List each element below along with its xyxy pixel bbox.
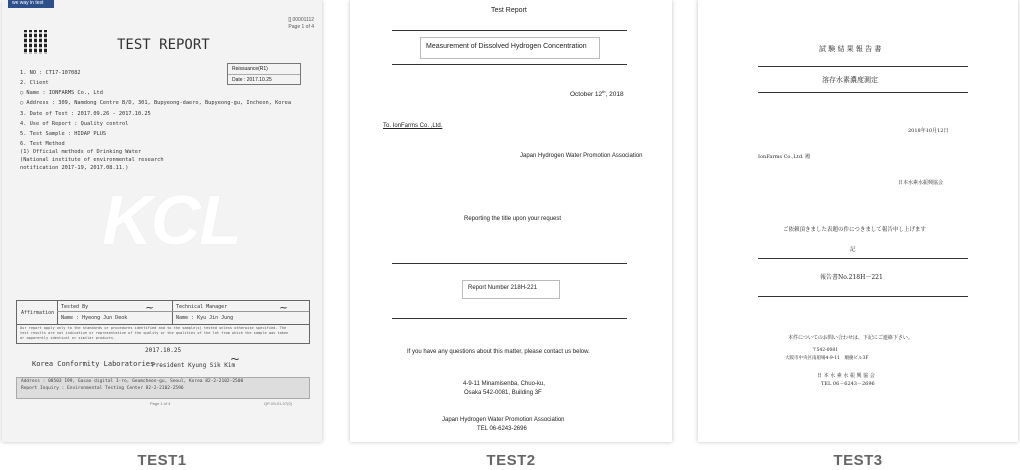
report-title: Measurement of Dissolved Hydrogen Concentration	[426, 43, 587, 50]
report-date: 2018年10月12日	[908, 128, 949, 134]
telephone: TEL 06－6243－2696	[821, 381, 875, 387]
association-name: 日本水素水振興協会	[898, 180, 944, 186]
report-line: (1) Official methods of Drinking Water	[20, 149, 142, 155]
report-heading: 試 験 結 果 報 告 書	[819, 45, 882, 53]
questions-text: If you have any questions about this matter, please contact us below.	[407, 349, 590, 355]
report-heading: Test Report	[491, 7, 527, 14]
banner-text: we way in test	[12, 0, 44, 6]
top-right-code: [] 00001112	[288, 17, 314, 23]
divider	[392, 263, 627, 264]
report-line: 5. Test Sample : HIDAP PLUS	[20, 131, 107, 137]
recipient: IonFarms Co.,Ltd. 殿	[758, 154, 811, 160]
lab-name: Korea Conformity Laboratories	[32, 360, 155, 368]
technical-manager-label: Technical Manager	[176, 304, 228, 310]
report-line: (National institute of environmental research	[20, 157, 164, 163]
reissuance-label: Reissuance(R1)	[228, 64, 300, 75]
address-line-1: 4-9-11 Minamisenba, Chuo-ku,	[463, 381, 545, 387]
report-line: 6. Test Method	[20, 141, 65, 147]
tester-signature: ~	[145, 301, 155, 314]
divider	[392, 64, 627, 65]
president-line: President Kyung Sik Kim	[152, 362, 236, 369]
report-line: 4. Use of Report : Quality control	[20, 121, 129, 127]
manager-signature: ~	[279, 301, 289, 314]
address-bar	[16, 377, 310, 399]
report-line: 1. NO : CT17-107082	[20, 70, 81, 76]
form-number: QP-09-01-07(0)	[264, 401, 293, 406]
association-name: Japan Hydrogen Water Promotion Association	[520, 153, 643, 159]
manager-name: Name : Kyu Jin Jung	[176, 315, 234, 321]
association-footer: 日 本 水 素 水 振 興 協 会	[817, 373, 875, 379]
divider	[758, 92, 968, 93]
association-footer: Japan Hydrogen Water Promotion Association	[442, 417, 565, 423]
report-line: notification 2017-19, 2017.08.11.)	[20, 165, 129, 171]
divider	[758, 296, 968, 297]
address-line-2: Osaka 542-0081, Building 3F	[464, 390, 542, 396]
inquiry-line: Report Inquiry : Environmental Testing Center 82-2-2102-2596	[21, 386, 184, 391]
test1-label: TEST1	[137, 452, 187, 469]
reissuance-date: Date : 2017.10.25	[232, 77, 272, 83]
affirmation-label: Affirmation	[21, 310, 55, 316]
request-text: ご依頼頂きました表題の件につきまして報告申し上げます	[783, 227, 926, 233]
report-number: Report Number 218H-221	[468, 285, 538, 291]
test2-label: TEST2	[486, 452, 536, 469]
issue-date: 2017.10.25	[145, 347, 182, 354]
kcl-watermark: KCL	[102, 181, 240, 259]
report-line: ○ Address : 309, Namdong Centre B/D, 301, Bupyeong-daero, Bupyeong-gu, Incheon, Korea	[20, 100, 292, 106]
recipient: To. IonFarms Co. ,Ltd.	[383, 123, 443, 129]
divider	[758, 258, 968, 259]
tested-by-label: Tested By	[61, 304, 89, 310]
report-line: 2. Client	[20, 80, 49, 86]
president-signature: ~	[230, 352, 241, 366]
reporting-text: Reporting the title upon your request	[464, 216, 562, 222]
report-title: TEST REPORT	[117, 37, 210, 53]
report-line: 3. Date of Test : 2017.09.26 - 2017.10.25	[20, 111, 151, 117]
tester-name: Name : Hyeong Jun Deok	[61, 315, 128, 321]
divider	[392, 318, 627, 319]
report-number: 報告書No.218H－221	[820, 274, 883, 281]
ki-marker: 記	[850, 247, 856, 253]
test2-document[interactable]	[350, 0, 672, 442]
disclaimer-line: or apparently identical or similar products.	[20, 336, 116, 340]
affirmation-table	[16, 300, 310, 344]
divider	[758, 66, 968, 67]
disclaimer-line: test results are not indicative or representative of the quality or the qualities of the lot from which the sample was taken	[20, 331, 289, 335]
test1-document[interactable]	[2, 0, 322, 442]
address: 大阪市中央区南船場4-9-11 順慶ビル3F	[785, 356, 869, 361]
reissuance-box	[227, 63, 301, 85]
address-line: Address : 08503 199, Gasan digital 1-ro, Geumcheon-gu, Seoul, Korea 82-2-2102-2500	[21, 379, 244, 384]
telephone: TEL 06-6243-2696	[477, 426, 527, 432]
inquiry-text: 本件についてのお問い合わせは、下記にご連絡下さい。	[788, 335, 913, 341]
test3-label: TEST3	[833, 452, 883, 469]
test3-document[interactable]	[698, 0, 1018, 442]
page-number: Page 1 of 4	[150, 401, 171, 406]
top-right-page: Page 1 of 4	[288, 24, 314, 30]
report-date: October 12th, 2018	[570, 89, 624, 99]
report-title: 溶存水素濃度測定	[822, 76, 878, 84]
report-line: ○ Name : IONFARMS Co., Ltd	[20, 90, 103, 96]
disclaimer-line: Our report apply only to the standards or procedures identified and to the sample(s) tested unless otherwise specified. The	[20, 326, 287, 330]
divider	[392, 30, 627, 31]
postal-code: 〒542-0081	[812, 348, 839, 353]
